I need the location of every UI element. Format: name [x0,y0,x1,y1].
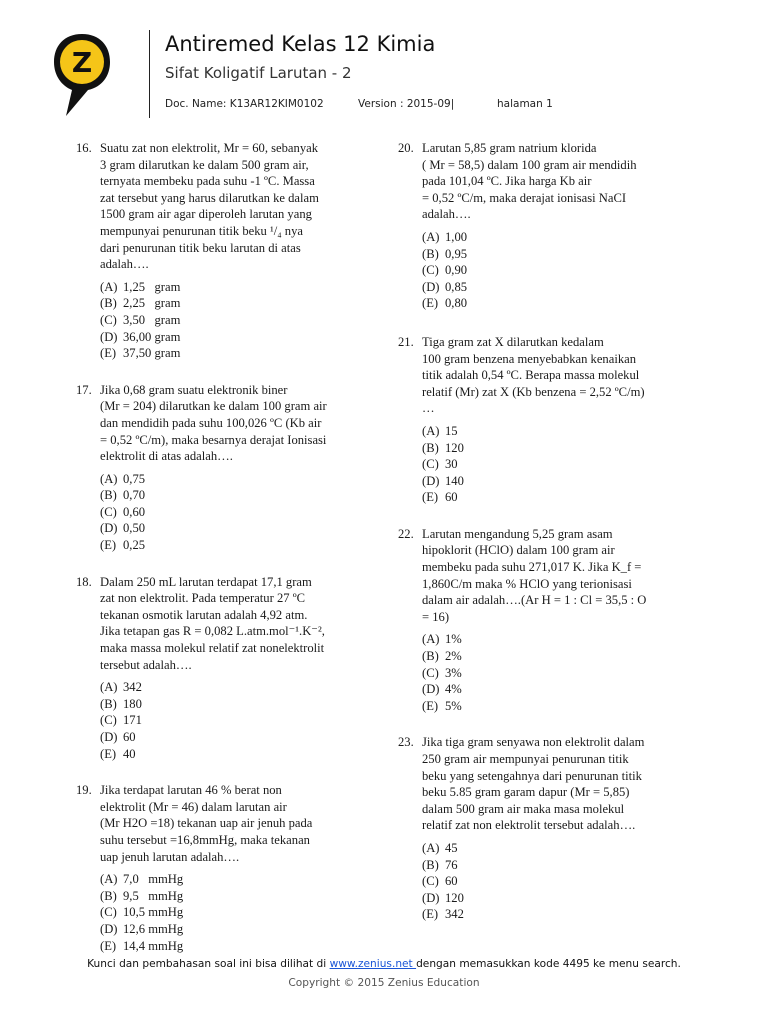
question-text-line: 1500 gram air agar diperoleh larutan yang [100,207,312,222]
option-value: 2,25 gram [123,296,181,311]
option-value: 342 [445,907,464,922]
option-label: (A) [422,632,440,647]
option-label: (C) [422,665,439,680]
answer-option [100,504,366,521]
option-label: (E) [100,538,117,553]
answer-option [422,246,698,263]
answer-option [100,696,366,713]
zenius-logo [52,32,112,118]
question-number: 19. [76,783,92,798]
question-text-line: suhu tersebut =16,8mmHg, maka tekanan [100,832,310,847]
option-value: 0,85 [445,279,468,294]
question-text-line: … [422,401,435,416]
question-23 [398,734,698,923]
answer-option [100,679,366,696]
answer-option [100,520,366,537]
option-label: (E) [422,490,439,505]
question-text-line: maka massa molekul relatif zat nonelektrolit [100,641,325,656]
question-text-line: titik adalah 0,54 ºC. Berapa massa molekul [422,368,640,383]
answer-option [100,746,366,763]
option-value: 9,5 mmHg [123,888,184,903]
answer-option [422,295,698,312]
footer-text-before: Kunci dan pembahasan soal ini bisa dilihat di [87,958,330,970]
answer-option [422,857,698,874]
question-text-line: Dalam 250 mL larutan terdapat 17,1 gram [100,574,312,589]
question-text-line: beku yang setengahnya dari penurunan titik [422,768,642,783]
question-text-line: Jika terdapat larutan 46 % berat non [100,783,282,798]
question-text-line: 100 gram benzena menyebabkan kenaikan [422,351,637,366]
option-label: (D) [422,682,440,697]
option-label: (C) [422,263,439,278]
option-label: (D) [100,921,118,936]
question-text-line: zat non elektrolit. Pada temperatur 27 ºC [100,591,305,606]
question-text-line: 3 gram dilarutkan ke dalam 500 gram air, [100,157,309,172]
option-label: (E) [422,698,439,713]
option-value: 15 [445,423,458,438]
answer-option [422,279,698,296]
footer-note [0,958,768,970]
left-column [76,140,366,954]
question-text-line: 250 gram air mempunyai penurunan titik [422,752,629,766]
question-text-line: elektrolit (Mr = 46) dalam larutan air [100,799,287,814]
question-text-line: Tiga gram zat X dilarutkan kedalam [422,334,604,349]
answer-option [422,840,698,857]
answer-option [100,938,366,955]
option-value: 1,25 gram [123,279,181,294]
question-text-line: zat tersebut yang harus dilarutkan ke dalam [100,190,319,205]
page-subtitle: Sifat Koligatif Larutan - 2 [165,64,352,82]
answer-option [422,665,698,682]
footer-text-after: dengan memasukkan kode 4495 ke menu search. [416,958,681,970]
option-value: 14,4 mmHg [123,938,184,953]
question-text-line: ternyata membeku pada suhu -1 ºC. Massa [100,174,315,189]
option-label: (B) [100,696,117,711]
option-label: (C) [422,457,439,472]
answer-options [422,631,698,714]
option-label: (A) [422,840,440,855]
question-text-line: dan mendidih pada suhu 100,026 ºC (Kb air [100,415,322,430]
zenius-link[interactable]: www.zenius.net [329,958,417,970]
question-number: 18. [76,574,92,589]
answer-options [422,840,698,923]
copyright: Copyright © 2015 Zenius Education [288,977,480,989]
answer-option [100,729,366,746]
answer-option [100,312,366,329]
question-22 [398,526,698,715]
answer-option [422,262,698,279]
question-text-line: 1,860C/m maka % HClO yang terionisasi [422,576,632,591]
question-text-line: Larutan mengandung 5,25 gram asam [422,526,613,541]
option-value: 1% [445,632,462,647]
answer-option [422,631,698,648]
answer-option [422,698,698,715]
option-value: 0,25 [123,538,146,553]
option-label: (D) [422,473,440,488]
option-label: (B) [422,649,439,664]
question-18 [76,574,366,763]
option-label: (C) [100,312,117,327]
option-value: 60 [445,874,458,889]
option-label: (A) [422,423,440,438]
question-text-line: adalah…. [422,207,471,222]
answer-options [100,679,366,762]
option-label: (E) [100,346,117,361]
answer-option [422,906,698,923]
question-text-line: Jika tetapan gas R = 0,082 L.atm.mol⁻¹.K⁻², [100,624,325,639]
question-text-line: Jika tiga gram senyawa non elektrolit dalam [422,735,645,750]
option-label: (D) [422,279,440,294]
question-text-line: mempunyai penurunan titik beku ¹/₄ nya [100,223,303,238]
option-value: 36,00 gram [123,329,181,344]
question-text-line: membeku pada suhu 271,017 K. Jika K_f = [422,560,642,575]
option-value: 60 [123,730,136,744]
question-20 [398,140,698,312]
option-label: (C) [100,713,117,728]
question-text-line: = 16) [422,609,450,624]
option-value: 7,0 mmHg [123,872,184,887]
answer-options [422,229,698,312]
question-text-line: = 0,52 ºC/m), maka besarnya derajat Ionisasi [100,432,327,447]
answer-option [100,712,366,729]
header-divider [149,30,150,118]
option-value: 76 [445,857,458,872]
answer-option [100,904,366,921]
answer-option [422,890,698,907]
question-text-line: Larutan 5,85 gram natrium klorida [422,141,597,155]
option-label: (D) [100,329,118,344]
question-number: 21. [398,334,414,349]
option-label: (A) [100,279,118,294]
answer-option [422,440,698,457]
option-label: (C) [422,874,439,889]
question-21 [398,334,698,506]
option-value: 30 [445,457,458,472]
question-number: 16. [76,141,92,155]
answer-option [422,423,698,440]
option-value: 120 [445,890,464,905]
question-text-line: adalah…. [100,257,149,272]
question-17 [76,382,366,554]
question-text-line: relatif zat non elektrolit tersebut adalah…. [422,818,636,833]
answer-option [100,487,366,504]
option-label: (B) [422,440,439,455]
option-label: (D) [100,521,118,536]
answer-options [422,423,698,506]
option-label: (C) [100,905,117,920]
page-number: halaman 1 [497,98,553,110]
answer-option [100,871,366,888]
question-text-line: tekanan osmotik larutan adalah 4,92 atm. [100,607,308,622]
option-label: (A) [422,229,440,244]
option-label: (B) [100,888,117,903]
right-column [398,140,698,923]
answer-option [422,489,698,506]
option-value: 0,90 [445,263,468,278]
option-label: (B) [100,296,117,311]
logo-letter: Z [71,46,93,79]
option-label: (B) [422,246,439,261]
option-value: 12,6 mmHg [123,921,184,936]
option-value: 45 [445,840,458,855]
option-value: 3% [445,665,462,680]
option-value: 342 [123,680,142,695]
question-text-line: beku 5.85 gram garam dapur (Mr = 5,85) [422,785,630,800]
doc-version: Version : 2015-09| [358,98,455,110]
question-text-line: pada 101,04 ºC. Jika harga Kb air [422,174,592,189]
question-text-line: = 0,52 ºC/m, maka derajat ionisasi NaCI [422,190,627,205]
question-text-line: Jika 0,68 gram suatu elektronik biner [100,382,288,397]
answer-option [422,473,698,490]
option-value: 3,50 gram [123,312,181,327]
option-value: 0,70 [123,488,146,503]
answer-option [100,279,366,296]
option-value: 1,00 [445,229,468,244]
option-value: 40 [123,746,136,761]
answer-option [422,873,698,890]
answer-option [100,888,366,905]
option-label: (E) [422,907,439,922]
option-label: (E) [100,746,117,761]
question-text-line: dalam 500 gram air maka masa molekul [422,801,625,816]
option-label: (E) [422,296,439,311]
option-label: (A) [100,471,118,486]
question-16 [76,140,366,362]
option-value: 0,75 [123,471,146,486]
page-title: Antiremed Kelas 12 Kimia [165,32,436,56]
question-text-line: elektrolit di atas adalah…. [100,449,233,464]
option-value: 60 [445,490,458,505]
answer-option [100,471,366,488]
answer-option [422,648,698,665]
answer-option [422,229,698,246]
option-value: 2% [445,649,462,664]
answer-option [422,456,698,473]
answer-option [100,537,366,554]
option-label: (E) [100,938,117,953]
option-label: (A) [100,872,118,887]
option-label: (D) [100,730,118,744]
question-text-line: ( Mr = 58,5) dalam 100 gram air mendidih [422,157,637,172]
question-text-line: relatif (Mr) zat X (Kb benzena = 2,52 ºC/m) [422,384,645,399]
question-text-line: (Mr H2O =18) tekanan uap air jenuh pada [100,816,313,831]
answer-options [100,279,366,362]
option-label: (D) [422,890,440,905]
option-value: 0,50 [123,521,146,536]
option-value: 10,5 mmHg [123,905,184,920]
question-text-line: (Mr = 204) dilarutkan ke dalam 100 gram air [100,399,327,414]
question-text-line: tersebut adalah…. [100,657,192,672]
question-number: 20. [398,141,414,155]
option-label: (C) [100,504,117,519]
option-value: 120 [445,440,464,455]
answer-option [100,345,366,362]
option-value: 140 [445,473,464,488]
question-text-line: uap jenuh larutan adalah…. [100,849,240,864]
question-number: 17. [76,382,92,397]
question-number: 22. [398,526,414,541]
option-label: (A) [100,680,118,695]
question-19 [76,782,366,954]
doc-name: Doc. Name: K13AR12KIM0102 [165,98,324,110]
option-value: 0,60 [123,504,146,519]
answer-option [100,329,366,346]
option-value: 37,50 gram [123,346,181,361]
question-text-line: Suatu zat non elektrolit, Mr = 60, sebanyak [100,141,318,155]
question-text-line: dari penurunan titik beku larutan di atas [100,240,301,255]
answer-options [100,871,366,954]
question-text-line: hipoklorit (HClO) dalam 100 gram air [422,543,615,558]
option-label: (B) [422,857,439,872]
option-value: 180 [123,696,142,711]
answer-options [100,471,366,554]
question-number: 23. [398,735,414,750]
option-label: (B) [100,488,117,503]
answer-option [100,921,366,938]
option-value: 0,80 [445,296,468,311]
option-value: 171 [123,713,142,728]
option-value: 4% [445,682,462,697]
answer-option [422,681,698,698]
answer-option [100,295,366,312]
option-value: 0,95 [445,246,468,261]
option-value: 5% [445,698,462,713]
question-text-line: dalam air adalah….(Ar H = 1 : Cl = 35,5 : O [422,593,647,608]
